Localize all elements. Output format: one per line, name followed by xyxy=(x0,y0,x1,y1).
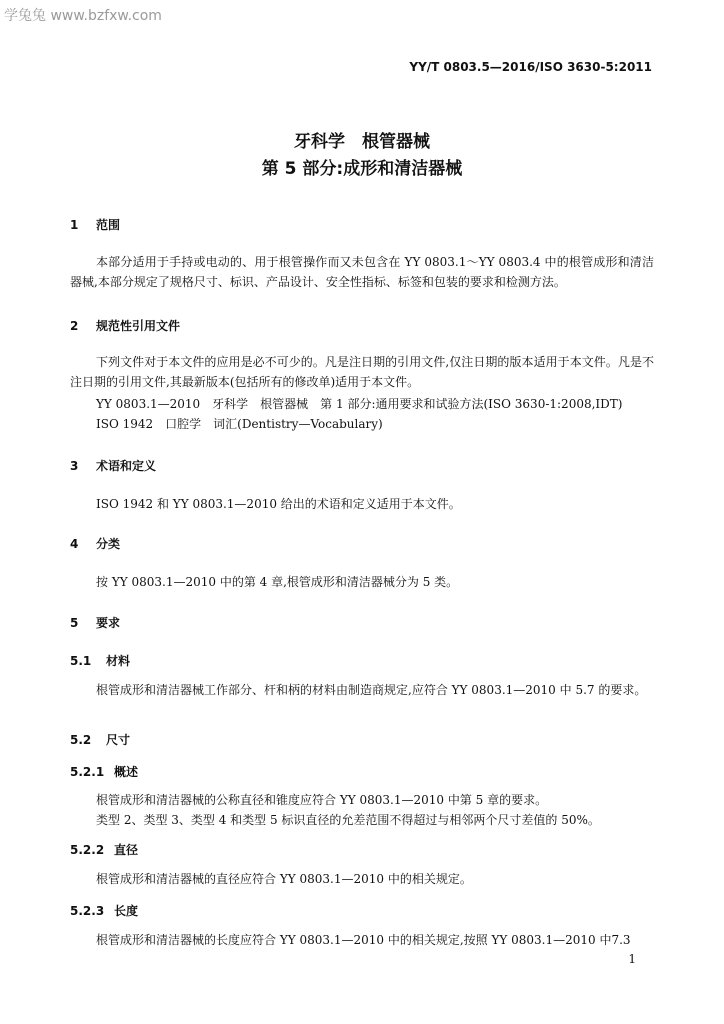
section-title: 分类 xyxy=(96,537,121,551)
section-title: 直径 xyxy=(114,843,139,857)
document-title-line1: 牙科学 根管器械 xyxy=(294,132,430,152)
standard-code: YY/T 0803.5—2016/ISO 3630-5:2011 xyxy=(409,60,652,74)
section-title: 概述 xyxy=(114,765,139,779)
section-title: 范围 xyxy=(96,218,121,232)
section-3-paragraph: ISO 1942 和 YY 0803.1—2010 给出的术语和定义适用于本文件。 xyxy=(96,497,461,511)
section-heading-5-2-2 xyxy=(70,841,138,858)
section-title: 材料 xyxy=(106,654,131,668)
section-title: 规范性引用文件 xyxy=(96,319,181,333)
section-2-paragraph: 下列文件对于本文件的应用是必不可少的。凡是注日期的引用文件,仅注日期的版本适用于本文件。凡是不注日期的引用文件,其最新版本(包括所有的修改单)适用于本文件。 xyxy=(70,355,654,389)
section-heading-5 xyxy=(70,614,120,631)
section-heading-2 xyxy=(70,317,180,334)
section-number: 5.1 xyxy=(70,654,92,668)
section-number: 3 xyxy=(70,459,79,473)
section-5-2-1-line-1: 根管成形和清洁器械的公称直径和锥度应符合 YY 0803.1—2010 中第 5 章的要求。 xyxy=(96,793,548,807)
section-heading-3 xyxy=(70,457,156,474)
section-number: 1 xyxy=(70,218,79,232)
section-heading-5-1 xyxy=(70,652,130,669)
section-title: 要求 xyxy=(96,616,121,630)
section-title: 长度 xyxy=(114,904,139,918)
page-number: 1 xyxy=(628,952,636,966)
section-1-paragraph: 本部分适用于手持或电动的、用于根管操作而又未包含在 YY 0803.1～YY 0803.4 中的根管成形和清洁器械,本部分规定了规格尺寸、标识、产品设计、安全性指标、标签和包装的要求和检测方法。 xyxy=(70,255,654,289)
watermark-text: 学兔兔 www.bzfxw.com xyxy=(4,8,162,24)
section-title: 尺寸 xyxy=(106,733,131,747)
section-5-2-3-paragraph: 根管成形和清洁器械的长度应符合 YY 0803.1—2010 中的相关规定,按照 YY 0803.1—2010 中7.3 xyxy=(96,933,631,947)
section-number: 5.2.2 xyxy=(70,843,105,857)
section-number: 5.2.3 xyxy=(70,904,105,918)
section-title: 术语和定义 xyxy=(96,459,157,473)
section-number: 5 xyxy=(70,616,79,630)
section-number: 4 xyxy=(70,537,79,551)
section-5-2-2-paragraph: 根管成形和清洁器械的直径应符合 YY 0803.1—2010 中的相关规定。 xyxy=(96,872,472,886)
section-heading-4 xyxy=(70,535,120,552)
section-heading-5-2-1 xyxy=(70,763,138,780)
section-heading-1 xyxy=(70,216,120,233)
section-number: 5.2.1 xyxy=(70,765,105,779)
section-heading-5-2 xyxy=(70,731,130,748)
normative-reference-1: YY 0803.1—2010 牙科学 根管器械 第 1 部分:通用要求和试验方法(ISO 3630-1:2008,IDT) xyxy=(96,397,623,411)
section-number: 2 xyxy=(70,319,79,333)
section-5-1-paragraph: 根管成形和清洁器械工作部分、杆和柄的材料由制造商规定,应符合 YY 0803.1—2010 中 5.7 的要求。 xyxy=(96,683,647,697)
normative-reference-2: ISO 1942 口腔学 词汇(Dentistry—Vocabulary) xyxy=(96,417,383,431)
section-4-paragraph: 按 YY 0803.1—2010 中的第 4 章,根管成形和清洁器械分为 5 类。 xyxy=(96,575,459,589)
document-title-line2: 第 5 部分:成形和清洁器械 xyxy=(261,159,463,179)
section-number: 5.2 xyxy=(70,733,92,747)
section-5-2-1-line-2: 类型 2、类型 3、类型 4 和类型 5 标识直径的允差范围不得超过与相邻两个尺寸差值的 50%。 xyxy=(96,813,600,827)
section-heading-5-2-3 xyxy=(70,902,138,919)
